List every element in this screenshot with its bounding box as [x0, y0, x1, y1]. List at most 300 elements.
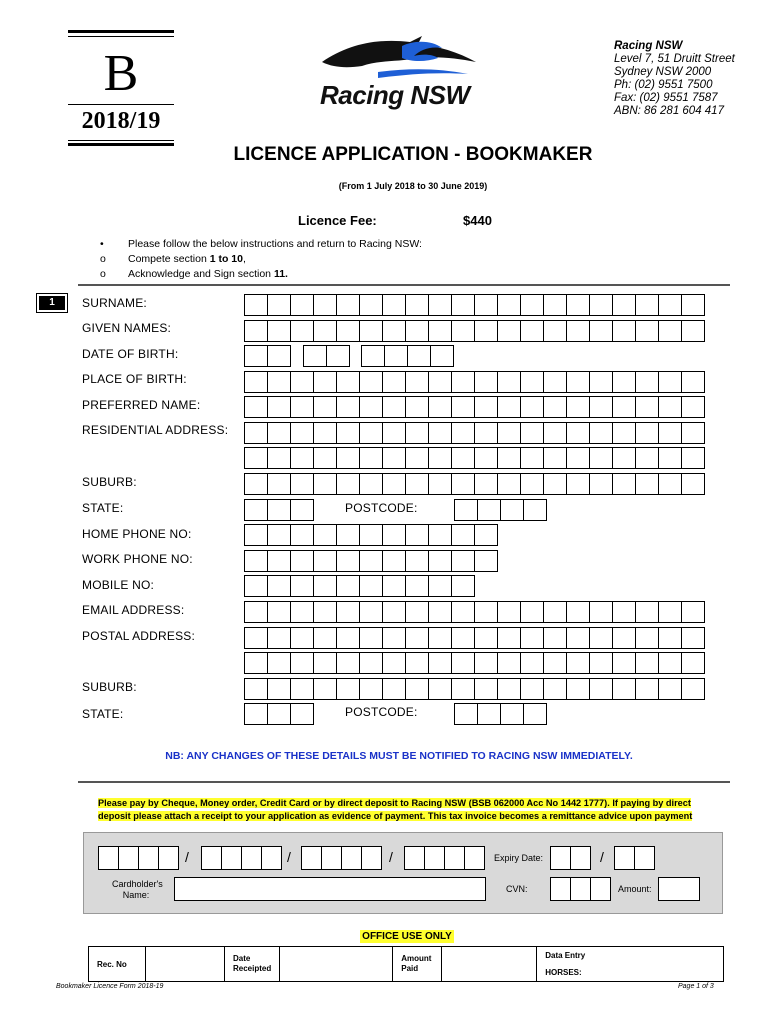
char-box[interactable] — [314, 575, 337, 597]
char-box[interactable] — [406, 601, 429, 623]
char-box[interactable] — [406, 422, 429, 444]
char-box[interactable] — [291, 703, 314, 725]
char-box[interactable] — [337, 447, 360, 469]
char-box[interactable] — [406, 294, 429, 316]
card-number-group-2[interactable] — [201, 846, 282, 870]
char-box[interactable] — [659, 294, 682, 316]
char-box[interactable] — [682, 422, 705, 444]
char-box[interactable] — [498, 652, 521, 674]
char-box[interactable] — [613, 652, 636, 674]
char-box[interactable] — [268, 678, 291, 700]
char-box[interactable] — [613, 396, 636, 418]
char-box[interactable] — [452, 601, 475, 623]
char-box[interactable] — [613, 294, 636, 316]
char-box[interactable] — [682, 320, 705, 342]
char-box[interactable] — [544, 447, 567, 469]
char-box[interactable] — [615, 846, 635, 870]
char-box[interactable] — [682, 447, 705, 469]
char-box[interactable] — [314, 678, 337, 700]
char-box[interactable] — [521, 371, 544, 393]
char-box[interactable] — [521, 473, 544, 495]
char-box[interactable] — [659, 678, 682, 700]
char-box[interactable] — [337, 396, 360, 418]
char-box[interactable] — [429, 524, 452, 546]
char-box[interactable] — [521, 294, 544, 316]
char-box[interactable] — [222, 846, 242, 870]
char-box[interactable] — [452, 627, 475, 649]
char-box[interactable] — [314, 524, 337, 546]
char-box[interactable] — [314, 371, 337, 393]
char-box[interactable] — [544, 396, 567, 418]
char-box[interactable] — [337, 371, 360, 393]
char-box[interactable] — [452, 678, 475, 700]
char-box[interactable] — [342, 846, 362, 870]
char-box[interactable] — [445, 846, 465, 870]
char-box[interactable] — [682, 371, 705, 393]
char-box[interactable] — [498, 320, 521, 342]
char-box[interactable] — [268, 703, 291, 725]
char-box[interactable] — [567, 627, 590, 649]
char-box[interactable] — [613, 627, 636, 649]
char-box[interactable] — [99, 846, 119, 870]
char-box[interactable] — [498, 371, 521, 393]
char-box[interactable] — [314, 320, 337, 342]
char-box[interactable] — [360, 371, 383, 393]
char-box[interactable] — [682, 678, 705, 700]
char-box[interactable] — [590, 371, 613, 393]
char-box[interactable] — [544, 473, 567, 495]
char-box[interactable] — [245, 499, 268, 521]
char-box[interactable] — [429, 396, 452, 418]
char-box[interactable] — [245, 601, 268, 623]
postal-suburb-input[interactable] — [244, 678, 705, 700]
char-box[interactable] — [636, 447, 659, 469]
char-box[interactable] — [268, 371, 291, 393]
char-box[interactable] — [327, 345, 350, 367]
char-box[interactable] — [682, 294, 705, 316]
char-box[interactable] — [406, 524, 429, 546]
char-box[interactable] — [659, 422, 682, 444]
char-box[interactable] — [291, 652, 314, 674]
char-box[interactable] — [408, 345, 431, 367]
char-box[interactable] — [475, 320, 498, 342]
char-box[interactable] — [406, 447, 429, 469]
char-box[interactable] — [475, 473, 498, 495]
char-box[interactable] — [590, 447, 613, 469]
char-box[interactable] — [291, 371, 314, 393]
char-box[interactable] — [360, 422, 383, 444]
char-box[interactable] — [567, 678, 590, 700]
preferred-name-input[interactable] — [244, 396, 705, 418]
char-box[interactable] — [314, 550, 337, 572]
expiry-year-input[interactable] — [614, 846, 655, 870]
char-box[interactable] — [360, 678, 383, 700]
char-box[interactable] — [337, 294, 360, 316]
char-box[interactable] — [245, 652, 268, 674]
char-box[interactable] — [567, 652, 590, 674]
char-box[interactable] — [360, 294, 383, 316]
cvn-input[interactable] — [550, 877, 611, 901]
char-box[interactable] — [635, 846, 655, 870]
char-box[interactable] — [429, 678, 452, 700]
char-box[interactable] — [337, 575, 360, 597]
char-box[interactable] — [498, 396, 521, 418]
char-box[interactable] — [291, 499, 314, 521]
char-box[interactable] — [362, 345, 385, 367]
char-box[interactable] — [498, 678, 521, 700]
char-box[interactable] — [429, 294, 452, 316]
char-box[interactable] — [337, 627, 360, 649]
char-box[interactable] — [465, 846, 485, 870]
card-number-group-3[interactable] — [301, 846, 382, 870]
char-box[interactable] — [636, 652, 659, 674]
char-box[interactable] — [682, 601, 705, 623]
place-of-birth-input[interactable] — [244, 371, 705, 393]
char-box[interactable] — [590, 678, 613, 700]
char-box[interactable] — [245, 703, 268, 725]
char-box[interactable] — [262, 846, 282, 870]
char-box[interactable] — [245, 524, 268, 546]
char-box[interactable] — [452, 320, 475, 342]
char-box[interactable] — [544, 601, 567, 623]
char-box[interactable] — [524, 703, 547, 725]
char-box[interactable] — [245, 294, 268, 316]
char-box[interactable] — [406, 652, 429, 674]
char-box[interactable] — [636, 396, 659, 418]
char-box[interactable] — [383, 396, 406, 418]
char-box[interactable] — [360, 447, 383, 469]
char-box[interactable] — [337, 652, 360, 674]
char-box[interactable] — [360, 627, 383, 649]
char-box[interactable] — [544, 422, 567, 444]
char-box[interactable] — [383, 575, 406, 597]
char-box[interactable] — [452, 447, 475, 469]
state-input[interactable] — [244, 499, 314, 521]
char-box[interactable] — [636, 678, 659, 700]
char-box[interactable] — [682, 627, 705, 649]
char-box[interactable] — [383, 601, 406, 623]
char-box[interactable] — [429, 627, 452, 649]
char-box[interactable] — [567, 396, 590, 418]
char-box[interactable] — [291, 422, 314, 444]
char-box[interactable] — [521, 447, 544, 469]
char-box[interactable] — [498, 422, 521, 444]
char-box[interactable] — [475, 524, 498, 546]
char-box[interactable] — [268, 524, 291, 546]
postal-postcode-input[interactable] — [454, 703, 547, 725]
char-box[interactable] — [682, 396, 705, 418]
suburb-input[interactable] — [244, 473, 705, 495]
char-box[interactable] — [242, 846, 262, 870]
char-box[interactable] — [268, 447, 291, 469]
char-box[interactable] — [383, 422, 406, 444]
char-box[interactable] — [360, 601, 383, 623]
char-box[interactable] — [478, 703, 501, 725]
char-box[interactable] — [268, 320, 291, 342]
char-box[interactable] — [498, 294, 521, 316]
char-box[interactable] — [498, 627, 521, 649]
char-box[interactable] — [245, 396, 268, 418]
char-box[interactable] — [383, 473, 406, 495]
char-box[interactable] — [478, 499, 501, 521]
char-box[interactable] — [521, 422, 544, 444]
char-box[interactable] — [551, 877, 571, 901]
char-box[interactable] — [383, 550, 406, 572]
char-box[interactable] — [636, 627, 659, 649]
char-box[interactable] — [521, 678, 544, 700]
char-box[interactable] — [636, 422, 659, 444]
char-box[interactable] — [452, 652, 475, 674]
char-box[interactable] — [360, 524, 383, 546]
char-box[interactable] — [475, 627, 498, 649]
char-box[interactable] — [452, 422, 475, 444]
char-box[interactable] — [314, 601, 337, 623]
char-box[interactable] — [613, 473, 636, 495]
card-number-group-4[interactable] — [404, 846, 485, 870]
char-box[interactable] — [636, 371, 659, 393]
postal-address-input-2[interactable] — [244, 652, 705, 674]
char-box[interactable] — [682, 473, 705, 495]
char-box[interactable] — [337, 678, 360, 700]
char-box[interactable] — [268, 422, 291, 444]
char-box[interactable] — [544, 371, 567, 393]
char-box[interactable] — [567, 473, 590, 495]
char-box[interactable] — [314, 294, 337, 316]
char-box[interactable] — [268, 499, 291, 521]
char-box[interactable] — [268, 473, 291, 495]
char-box[interactable] — [567, 447, 590, 469]
char-box[interactable] — [659, 320, 682, 342]
char-box[interactable] — [245, 447, 268, 469]
char-box[interactable] — [636, 601, 659, 623]
char-box[interactable] — [521, 396, 544, 418]
char-box[interactable] — [521, 627, 544, 649]
char-box[interactable] — [291, 320, 314, 342]
char-box[interactable] — [452, 294, 475, 316]
char-box[interactable] — [659, 396, 682, 418]
char-box[interactable] — [636, 294, 659, 316]
char-box[interactable] — [383, 678, 406, 700]
char-box[interactable] — [245, 422, 268, 444]
residential-address-input-2[interactable] — [244, 447, 705, 469]
char-box[interactable] — [304, 345, 327, 367]
card-number-group-1[interactable] — [98, 846, 179, 870]
char-box[interactable] — [475, 601, 498, 623]
char-box[interactable] — [314, 447, 337, 469]
char-box[interactable] — [659, 371, 682, 393]
char-box[interactable] — [659, 473, 682, 495]
mobile-input[interactable] — [244, 575, 475, 597]
char-box[interactable] — [659, 601, 682, 623]
char-box[interactable] — [590, 422, 613, 444]
char-box[interactable] — [268, 575, 291, 597]
char-box[interactable] — [544, 652, 567, 674]
work-phone-input[interactable] — [244, 550, 498, 572]
char-box[interactable] — [245, 371, 268, 393]
char-box[interactable] — [139, 846, 159, 870]
char-box[interactable] — [659, 652, 682, 674]
char-box[interactable] — [314, 396, 337, 418]
char-box[interactable] — [591, 877, 611, 901]
char-box[interactable] — [567, 320, 590, 342]
dob-year-input[interactable] — [361, 345, 454, 367]
cardholder-name-input[interactable] — [174, 877, 486, 901]
char-box[interactable] — [360, 396, 383, 418]
char-box[interactable] — [245, 550, 268, 572]
char-box[interactable] — [245, 627, 268, 649]
char-box[interactable] — [567, 422, 590, 444]
char-box[interactable] — [636, 320, 659, 342]
char-box[interactable] — [567, 294, 590, 316]
char-box[interactable] — [406, 627, 429, 649]
char-box[interactable] — [383, 371, 406, 393]
char-box[interactable] — [475, 294, 498, 316]
char-box[interactable] — [268, 652, 291, 674]
char-box[interactable] — [429, 447, 452, 469]
char-box[interactable] — [590, 601, 613, 623]
char-box[interactable] — [613, 320, 636, 342]
char-box[interactable] — [360, 575, 383, 597]
char-box[interactable] — [245, 345, 268, 367]
char-box[interactable] — [337, 320, 360, 342]
char-box[interactable] — [452, 396, 475, 418]
char-box[interactable] — [498, 601, 521, 623]
char-box[interactable] — [590, 396, 613, 418]
email-input[interactable] — [244, 601, 705, 623]
postal-address-input-1[interactable] — [244, 627, 705, 649]
char-box[interactable] — [268, 627, 291, 649]
amount-input[interactable] — [658, 877, 700, 901]
char-box[interactable] — [268, 601, 291, 623]
residential-address-input-1[interactable] — [244, 422, 705, 444]
char-box[interactable] — [659, 627, 682, 649]
postcode-input[interactable] — [454, 499, 547, 521]
char-box[interactable] — [362, 846, 382, 870]
char-box[interactable] — [406, 550, 429, 572]
char-box[interactable] — [337, 473, 360, 495]
char-box[interactable] — [475, 678, 498, 700]
postal-state-input[interactable] — [244, 703, 314, 725]
char-box[interactable] — [429, 652, 452, 674]
char-box[interactable] — [455, 703, 478, 725]
char-box[interactable] — [452, 524, 475, 546]
char-box[interactable] — [429, 550, 452, 572]
char-box[interactable] — [452, 550, 475, 572]
char-box[interactable] — [475, 550, 498, 572]
char-box[interactable] — [268, 550, 291, 572]
char-box[interactable] — [291, 550, 314, 572]
char-box[interactable] — [613, 447, 636, 469]
char-box[interactable] — [544, 627, 567, 649]
char-box[interactable] — [383, 524, 406, 546]
char-box[interactable] — [567, 601, 590, 623]
char-box[interactable] — [590, 652, 613, 674]
char-box[interactable] — [524, 499, 547, 521]
char-box[interactable] — [383, 627, 406, 649]
char-box[interactable] — [429, 601, 452, 623]
char-box[interactable] — [383, 320, 406, 342]
char-box[interactable] — [360, 320, 383, 342]
char-box[interactable] — [501, 703, 524, 725]
char-box[interactable] — [501, 499, 524, 521]
char-box[interactable] — [291, 396, 314, 418]
home-phone-input[interactable] — [244, 524, 498, 546]
expiry-month-input[interactable] — [550, 846, 591, 870]
char-box[interactable] — [159, 846, 179, 870]
char-box[interactable] — [245, 575, 268, 597]
char-box[interactable] — [245, 678, 268, 700]
char-box[interactable] — [405, 846, 425, 870]
given-names-input[interactable] — [244, 320, 705, 342]
char-box[interactable] — [475, 422, 498, 444]
char-box[interactable] — [291, 678, 314, 700]
char-box[interactable] — [659, 447, 682, 469]
char-box[interactable] — [571, 877, 591, 901]
char-box[interactable] — [613, 678, 636, 700]
char-box[interactable] — [385, 345, 408, 367]
char-box[interactable] — [544, 320, 567, 342]
char-box[interactable] — [302, 846, 322, 870]
char-box[interactable] — [360, 652, 383, 674]
surname-input[interactable] — [244, 294, 705, 316]
char-box[interactable] — [337, 550, 360, 572]
char-box[interactable] — [291, 627, 314, 649]
char-box[interactable] — [291, 473, 314, 495]
char-box[interactable] — [521, 601, 544, 623]
char-box[interactable] — [322, 846, 342, 870]
char-box[interactable] — [613, 371, 636, 393]
char-box[interactable] — [636, 473, 659, 495]
char-box[interactable] — [475, 371, 498, 393]
char-box[interactable] — [360, 473, 383, 495]
char-box[interactable] — [475, 447, 498, 469]
char-box[interactable] — [383, 652, 406, 674]
char-box[interactable] — [498, 473, 521, 495]
char-box[interactable] — [429, 320, 452, 342]
char-box[interactable] — [613, 601, 636, 623]
char-box[interactable] — [590, 627, 613, 649]
char-box[interactable] — [590, 320, 613, 342]
char-box[interactable] — [314, 627, 337, 649]
char-box[interactable] — [406, 396, 429, 418]
dob-month-input[interactable] — [303, 345, 350, 367]
char-box[interactable] — [567, 371, 590, 393]
dob-day-input[interactable] — [244, 345, 291, 367]
char-box[interactable] — [291, 575, 314, 597]
char-box[interactable] — [613, 422, 636, 444]
char-box[interactable] — [268, 294, 291, 316]
amount-paid-value[interactable] — [442, 947, 537, 982]
char-box[interactable] — [406, 575, 429, 597]
char-box[interactable] — [431, 345, 454, 367]
char-box[interactable] — [337, 601, 360, 623]
char-box[interactable] — [521, 652, 544, 674]
char-box[interactable] — [406, 473, 429, 495]
char-box[interactable] — [452, 473, 475, 495]
char-box[interactable] — [268, 396, 291, 418]
char-box[interactable] — [291, 447, 314, 469]
char-box[interactable] — [383, 294, 406, 316]
char-box[interactable] — [314, 422, 337, 444]
char-box[interactable] — [571, 846, 591, 870]
char-box[interactable] — [429, 371, 452, 393]
char-box[interactable] — [544, 294, 567, 316]
char-box[interactable] — [521, 320, 544, 342]
char-box[interactable] — [202, 846, 222, 870]
char-box[interactable] — [498, 447, 521, 469]
char-box[interactable] — [590, 473, 613, 495]
char-box[interactable] — [245, 473, 268, 495]
